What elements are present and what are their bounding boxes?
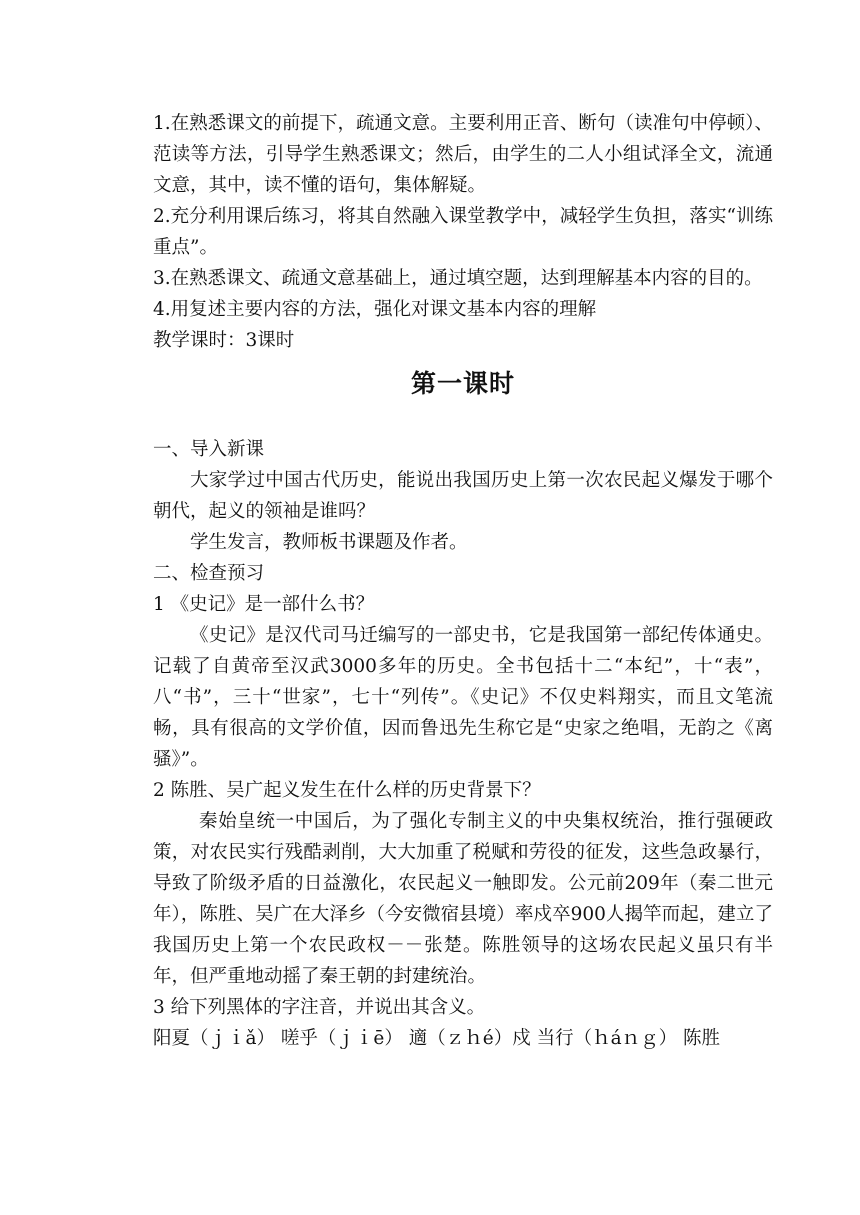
section-1-para-2: 学生发言，教师板书课题及作者。 <box>190 532 468 553</box>
objective-4: 4.用复述主要内容的方法，强化对课文基本内容的理解 <box>153 299 597 320</box>
document-body <box>153 108 773 1054</box>
question-3: 3 给下列黑体的字注音，并说出其含义。 <box>153 997 486 1018</box>
lesson-title: 第一课时 <box>410 369 515 398</box>
objective-1: 1.在熟悉课文的前提下，疏通文意。主要利用正音、断句（读准句中停顿）、范读等方法，引导学生熟悉课文；然后，由学生的二人小组试泽全文，流通文意，其中，读不懂的语句，集体解疑。 <box>153 113 773 196</box>
objective-3: 3.在熟悉课文、疏通文意基础上，通过填空题，达到理解基本内容的目的。 <box>153 268 763 289</box>
answer-1: 《史记》是汉代司马迁编写的一部史书，它是我国第一部纪传体通史。记载了自黄帝至汉武3000多年的历史。全书包括十二“本纪”，十“表”，八“书”，三十“世家”，七十“列传”。《史记》不仅史料翔实，而且文笔流畅，具有很高的文学价值，因而鲁迅先生称它是“史家之绝唱，无韵之《离骚》”。 <box>153 625 773 770</box>
answer-2: 秦始皇统一中国后，为了强化专制主义的中央集权统治，推行强硬政策，对农民实行残酷剥削，大大加重了税赋和劳役的征发，这些急政暴行，导致了阶级矛盾的日益激化，农民起义一触即发。公元前209年（秦二世元年），陈胜、吴广在大泽乡（今安微宿县境）率戍卒900人揭竿而起，建立了我国历史上第一个农民政权－－张楚。陈胜领导的这场农民起义虽只有半年，但严重地动摇了秦王朝的封建统治。 <box>153 811 773 987</box>
objective-2: 2.充分利用课后练习，将其自然融入课堂教学中，减轻学生负担，落实“训练重点”。 <box>153 206 773 258</box>
class-hours: 教学课时：3课时 <box>153 330 295 351</box>
pinyin-line: 阳夏（ｊｉǎ） 嗟乎（ｊｉē） 適（ｚｈé）戍 当行（ｈáｎｇ） 陈胜 <box>153 1028 720 1049</box>
question-2: 2 陈胜、吴广起义发生在什么样的历史背景下？ <box>153 780 541 801</box>
question-1: 1 《史记》是一部什么书？ <box>153 594 375 615</box>
section-1-heading: 一、导入新课 <box>153 439 265 460</box>
section-2-heading: 二、检查预习 <box>153 563 265 584</box>
section-1-para-1: 大家学过中国古代历史，能说出我国历史上第一次农民起义爆发于哪个朝代，起义的领袖是谁吗？ <box>153 470 773 522</box>
